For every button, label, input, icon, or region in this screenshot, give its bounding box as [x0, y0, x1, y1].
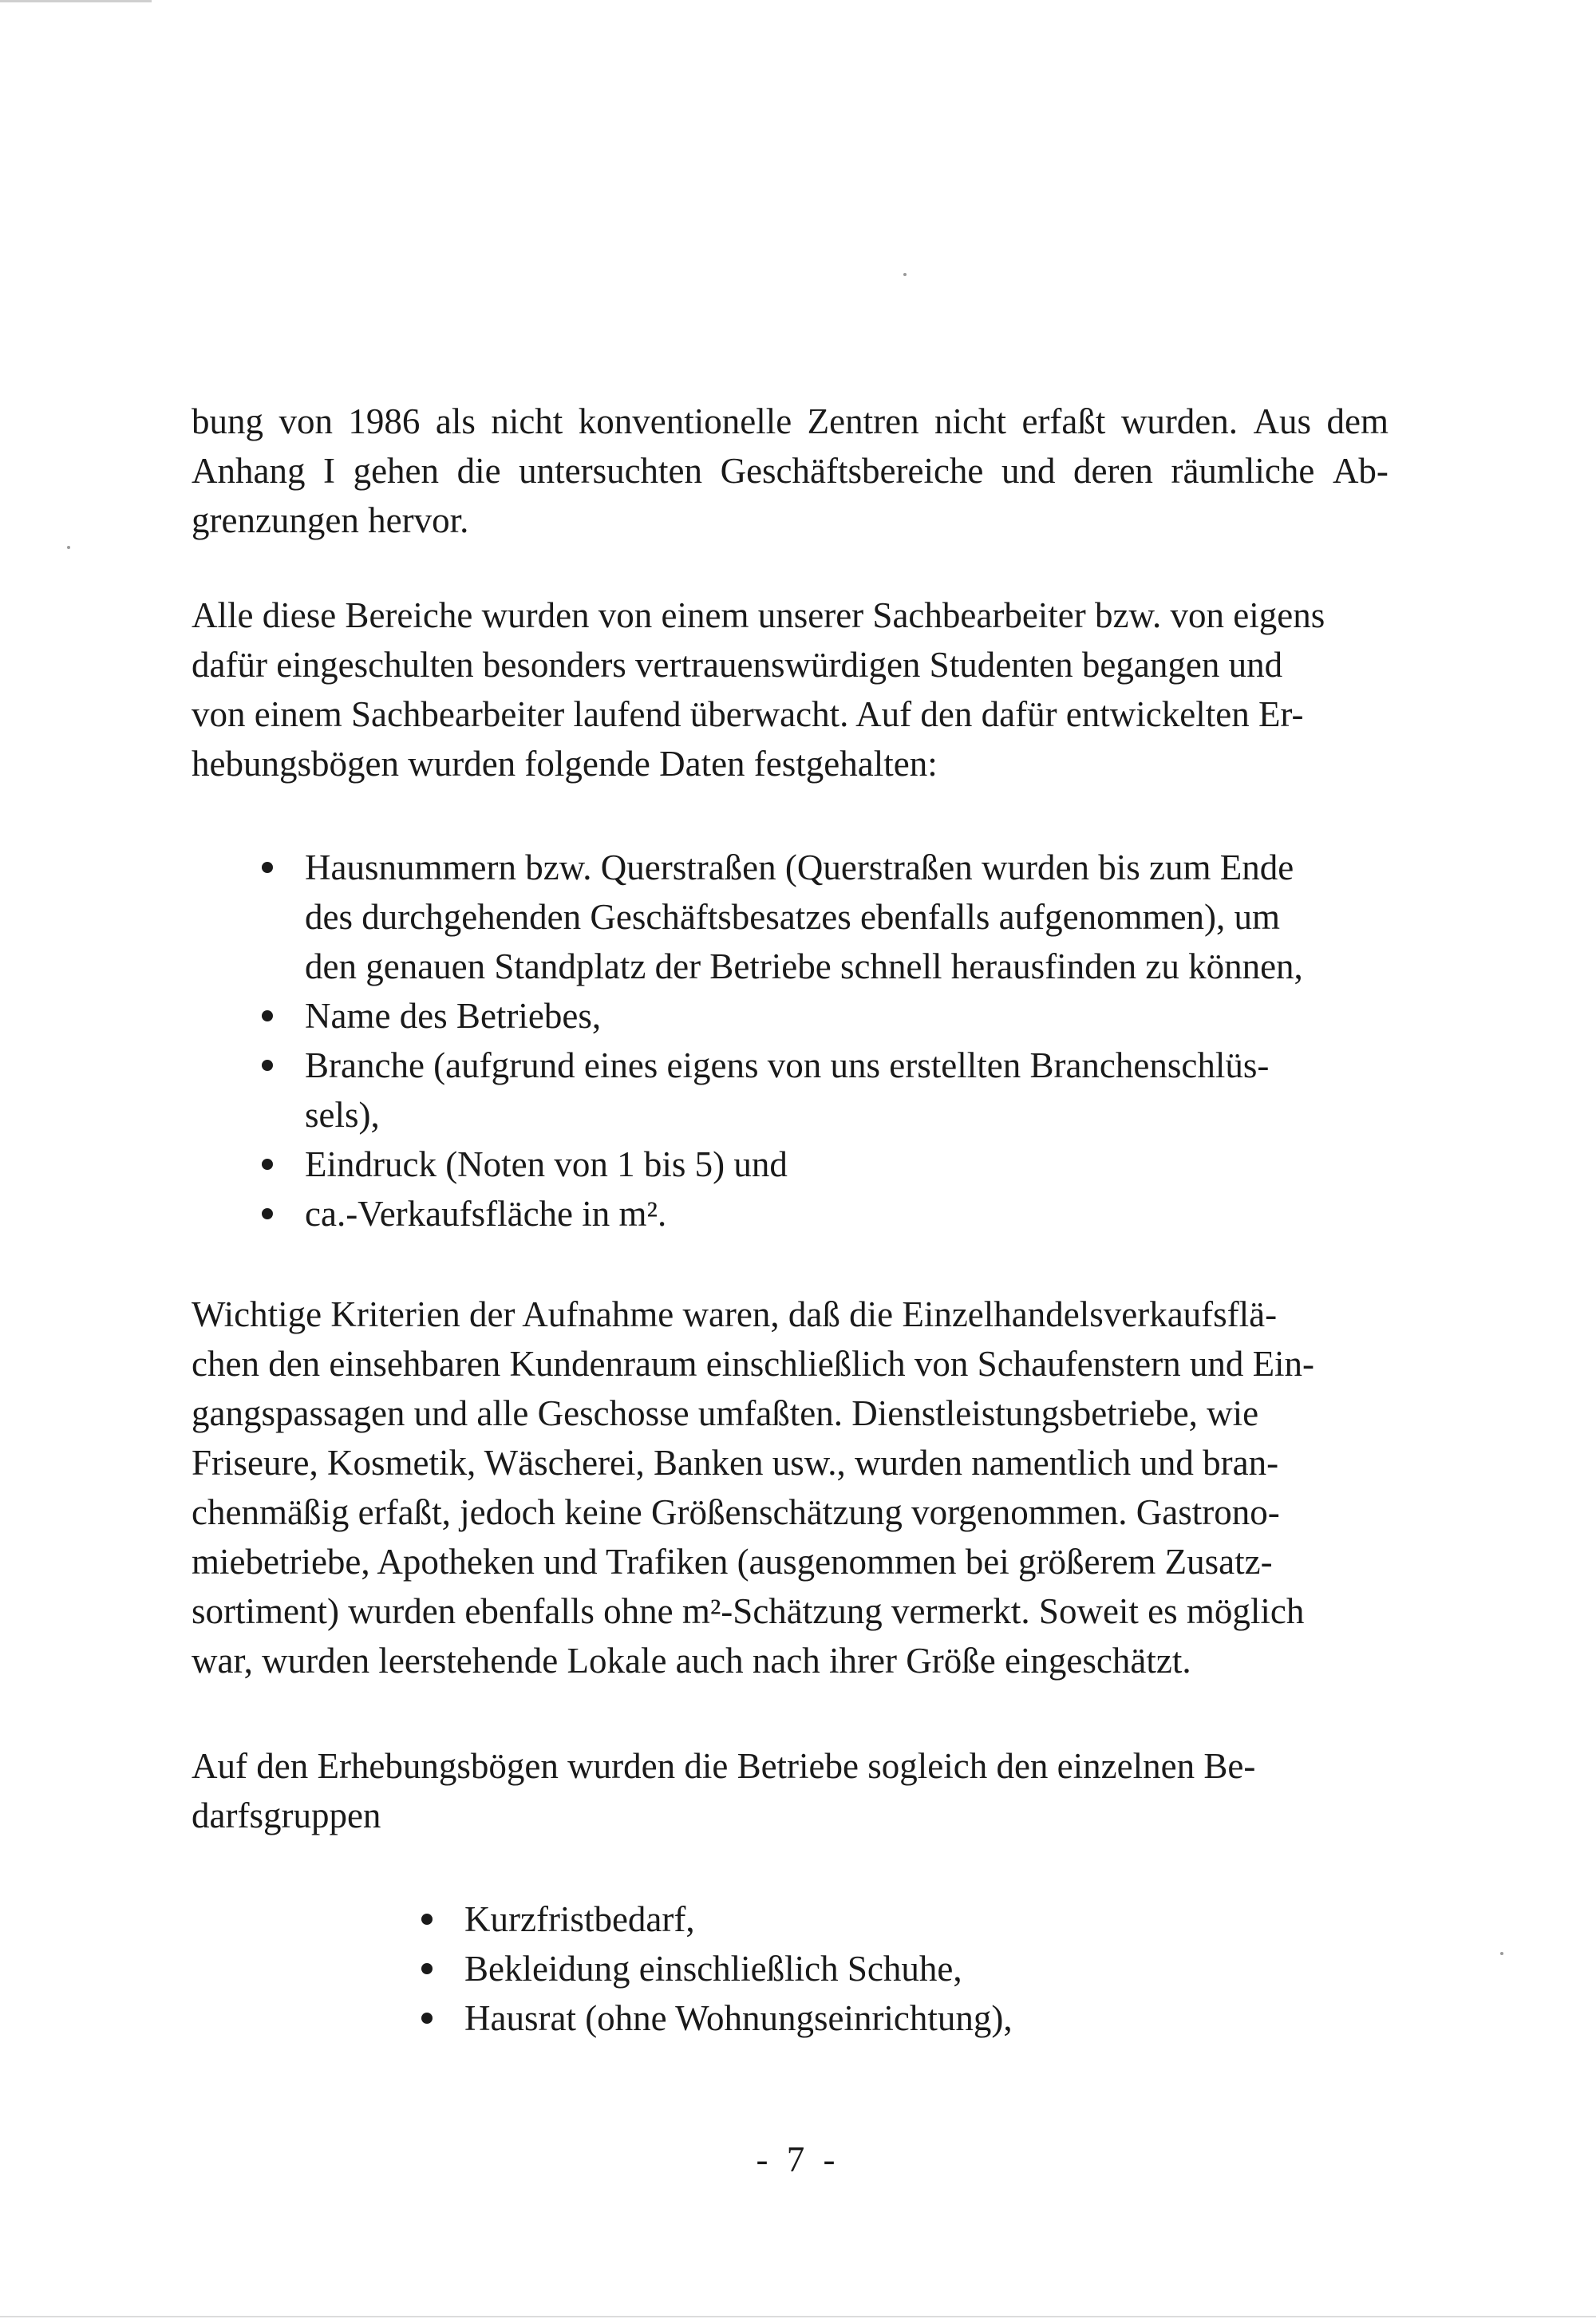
paragraph-line: darfsgruppen	[192, 1796, 381, 1835]
word: nicht	[491, 401, 563, 441]
word: konventionelle	[578, 401, 792, 441]
paragraph-line: Alle diese Bereiche wurden von einem unserer Sachbearbeiter bzw. von eigens	[192, 595, 1325, 635]
paragraph-line: dafür eingeschulten besonders vertrauenswürdigen Studenten begangen und	[192, 645, 1283, 685]
word: die	[456, 451, 501, 491]
word: nicht	[934, 401, 1006, 441]
word: deren	[1073, 451, 1153, 491]
word: Zentren	[807, 401, 919, 441]
bullet-icon	[421, 2013, 433, 2024]
word: räumliche	[1171, 451, 1315, 491]
word: 1986	[348, 401, 421, 441]
paragraph-line: Auf den Erhebungsbögen wurden die Betriebe sogleich den einzelnen Be-	[192, 1746, 1256, 1786]
word: I	[323, 451, 336, 491]
word: Geschäftsbereiche	[720, 451, 984, 491]
bullet-icon	[262, 1010, 273, 1021]
demand-groups-list	[409, 1894, 1286, 2043]
scan-speck	[67, 546, 70, 549]
word: wurden.	[1120, 401, 1238, 441]
word: und	[1001, 451, 1056, 491]
paragraph-2	[192, 591, 1389, 788]
bullet-icon	[262, 1159, 273, 1170]
word: Ab-	[1332, 451, 1389, 491]
list-item: ca.-Verkaufsfläche in m².	[249, 1189, 1390, 1239]
paragraph-line: war, wurden leerstehende Lokale auch nach ihrer Größe eingeschätzt.	[192, 1641, 1191, 1681]
data-fields-list	[249, 843, 1390, 1239]
bullet-icon	[421, 1963, 433, 1974]
word: Aus	[1253, 401, 1312, 441]
paragraph-line: Wichtige Kriterien der Aufnahme waren, daß die Einzelhandelsverkaufsflä-	[192, 1294, 1278, 1334]
list-item: Bekleidung einschließlich Schuhe,	[409, 1944, 1286, 1993]
paragraph-line: hebungsbögen wurden folgende Daten festgehalten:	[192, 744, 938, 784]
word: erfaßt	[1021, 401, 1106, 441]
scan-bottom-rule	[0, 2316, 1596, 2317]
paragraph-line: grenzungen hervor.	[192, 500, 469, 540]
scan-speck	[1500, 1952, 1503, 1955]
paragraph-line: miebetriebe, Apotheken und Trafiken (ausgenommen bei größerem Zusatz-	[192, 1542, 1273, 1582]
word: bung	[192, 401, 263, 441]
paragraph-3	[192, 1290, 1389, 1685]
list-item: Branche (aufgrund eines eigens von uns erstellten Branchenschlüs- sels),	[249, 1041, 1390, 1140]
paragraph-line: Friseure, Kosmetik, Wäscherei, Banken usw., wurden namentlich und bran-	[192, 1443, 1279, 1483]
paragraph-line: sortiment) wurden ebenfalls ohne m²-Schätzung vermerkt. Soweit es möglich	[192, 1591, 1305, 1631]
paragraph-line	[192, 397, 1389, 446]
scan-speck	[903, 273, 907, 276]
page-number: - 7 -	[756, 2139, 840, 2179]
list-item: Hausrat (ohne Wohnungseinrichtung),	[409, 1993, 1286, 2043]
paragraph-line: gangspassagen und alle Geschosse umfaßten. Dienstleistungsbetriebe, wie	[192, 1393, 1259, 1433]
paragraph-line: chenmäßig erfaßt, jedoch keine Größenschätzung vorgenommen. Gastrono-	[192, 1492, 1280, 1532]
word: untersuchten	[519, 451, 703, 491]
bullet-icon	[262, 862, 273, 873]
word: dem	[1326, 401, 1389, 441]
list-item: Hausnummern bzw. Querstraßen (Querstraßen wurden bis zum Ende des durchgehenden Geschäftsbesatzes ebenfalls aufgenommen), um den genauen Standplatz der Betriebe schnell herausfinden zu können,	[249, 843, 1390, 991]
bullet-icon	[262, 1060, 273, 1071]
paragraph-line: chen den einsehbaren Kundenraum einschließlich von Schaufenstern und Ein-	[192, 1344, 1315, 1384]
word: von	[279, 401, 333, 441]
paragraph-line: von einem Sachbearbeiter laufend überwacht. Auf den dafür entwickelten Er-	[192, 694, 1304, 734]
paragraph-line	[192, 446, 1389, 496]
word: Anhang	[192, 451, 306, 491]
list-item: Eindruck (Noten von 1 bis 5) und	[249, 1140, 1390, 1189]
paragraph-1	[192, 397, 1389, 545]
bullet-icon	[421, 1914, 433, 1925]
word: als	[435, 401, 476, 441]
list-item: Name des Betriebes,	[249, 991, 1390, 1041]
list-item: Kurzfristbedarf,	[409, 1894, 1286, 1944]
word: gehen	[353, 451, 440, 491]
bullet-icon	[262, 1208, 273, 1219]
paragraph-4	[192, 1741, 1389, 1840]
scan-edge-rule	[0, 0, 152, 2]
